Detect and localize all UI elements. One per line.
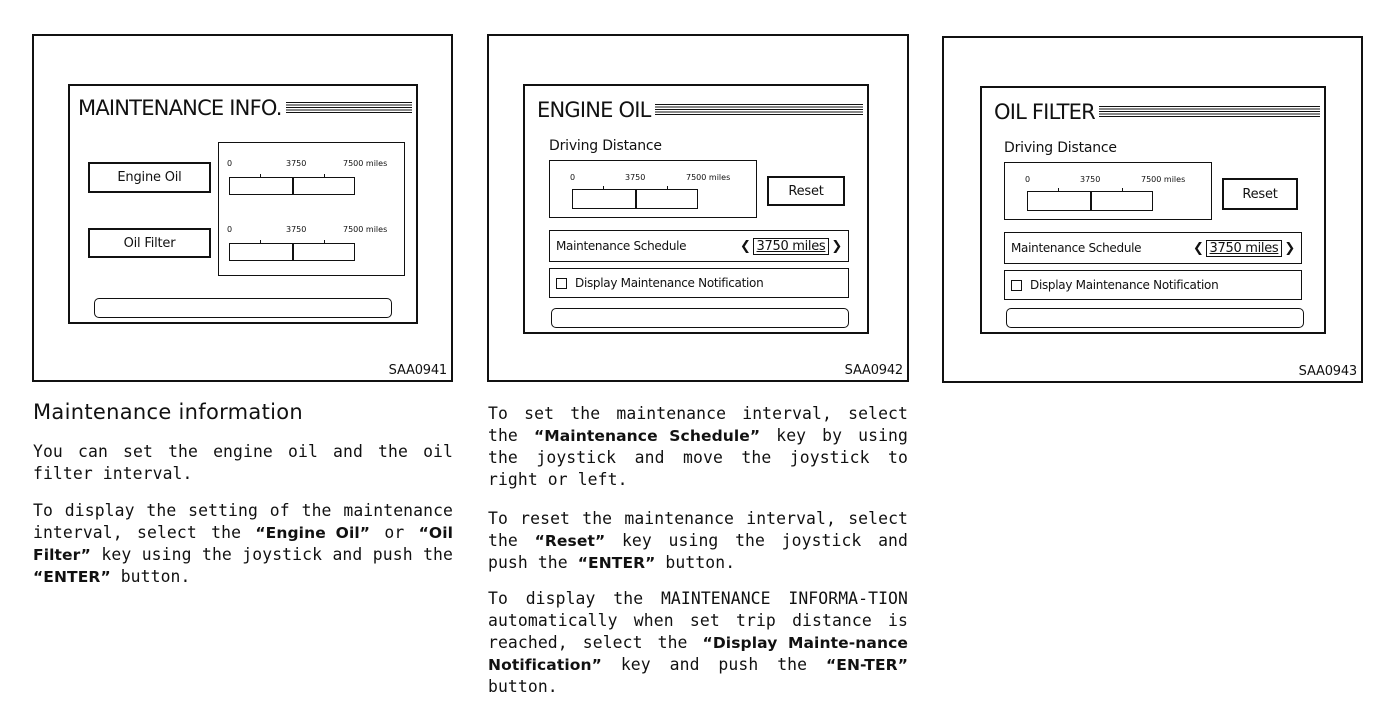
screen-title: OIL FILTER (994, 100, 1095, 124)
bar-tick (324, 174, 325, 178)
paragraph-reset-interval (488, 508, 908, 574)
text-run: key by using the joystick and move the joystick to right or left. (488, 426, 908, 489)
scale-end: 7500 miles (686, 173, 731, 182)
distance-panel (549, 160, 757, 218)
bold-engine-oil: “Engine Oil” (255, 524, 371, 542)
screen-maintenance-info (68, 84, 418, 324)
maintenance-schedule-label: Maintenance Schedule (556, 239, 687, 253)
chevron-left-icon[interactable]: ❮ (739, 238, 751, 254)
scale-start: 0 (227, 225, 233, 234)
text-run: key using the joystick and push the (90, 545, 453, 564)
scale-mid: 3750 (1080, 175, 1101, 184)
schedule-value: 3750 miles (1206, 240, 1283, 257)
display-notification-key[interactable] (1004, 270, 1302, 300)
figure-code: SAA0942 (844, 363, 903, 378)
oil-filter-key[interactable]: Oil Filter (88, 228, 211, 258)
scale-start: 0 (1025, 175, 1031, 184)
text-run: button. (655, 553, 736, 572)
paragraph-set-interval (488, 403, 908, 491)
scale-end: 7500 miles (343, 159, 388, 168)
screen-oil-filter (980, 86, 1326, 334)
display-notification-key[interactable] (549, 268, 849, 298)
checkbox-icon (556, 278, 567, 289)
figure-code: SAA0941 (388, 363, 447, 378)
schedule-value-selector (1193, 240, 1295, 257)
text-run: To reset the maintenance interval, select the (488, 509, 908, 550)
notification-label: Display Maintenance Notification (575, 276, 764, 290)
bold-maintenance-schedule: “Maintenance Schedule” (533, 427, 761, 445)
screen-title-row (994, 100, 1320, 124)
bold-oil-filter: “Oil Filter” (33, 524, 454, 564)
driving-distance-label: Driving Distance (549, 138, 662, 154)
screen-title-row (78, 96, 412, 120)
scale-start: 0 (227, 159, 233, 168)
reset-button[interactable]: Reset (767, 176, 845, 206)
engine-oil-key[interactable]: Engine Oil (88, 162, 211, 193)
bold-display-notification: “Display Mainte-nance Notification” (488, 634, 908, 674)
scale-end: 7500 miles (1141, 175, 1186, 184)
screen-title: MAINTENANCE INFO. (78, 96, 282, 120)
maintenance-schedule-label: Maintenance Schedule (1011, 241, 1142, 255)
oil-filter-distance-bar (229, 243, 355, 261)
chevron-left-icon[interactable]: ❮ (1192, 240, 1204, 256)
message-bar (551, 308, 849, 328)
notification-label: Display Maintenance Notification (1030, 278, 1219, 292)
schedule-value: 3750 miles (753, 238, 830, 255)
maintenance-schedule-key[interactable] (549, 230, 849, 262)
scale-start: 0 (570, 173, 576, 182)
engine-oil-distance-bar (229, 177, 355, 195)
paragraph-display-setting (33, 500, 453, 588)
text-run: To display the setting of the maintenance interval, select the (33, 501, 453, 542)
title-hatch-lines (655, 104, 863, 116)
screen-engine-oil (523, 84, 869, 334)
text-run: key using the joystick and push the (488, 531, 908, 572)
figure-code: SAA0943 (1298, 364, 1357, 379)
screen-title-row (537, 98, 863, 122)
title-hatch-lines (286, 102, 412, 114)
section-heading: Maintenance information (33, 400, 304, 424)
oil-filter-distance-bar (1027, 191, 1153, 211)
bar-tick (260, 240, 261, 244)
engine-oil-distance-bar (572, 189, 698, 209)
maintenance-schedule-key[interactable] (1004, 232, 1302, 264)
distance-panel (218, 142, 405, 276)
bar-tick (1058, 188, 1059, 192)
driving-distance-label: Driving Distance (1004, 140, 1117, 156)
schedule-value-selector (740, 238, 842, 255)
text-run: key and push the (601, 655, 826, 674)
text-run: button. (110, 567, 191, 586)
bold-enter: “ENTER” (577, 554, 656, 572)
checkbox-icon (1011, 280, 1022, 291)
title-hatch-lines (1099, 106, 1320, 118)
bar-midline (635, 189, 637, 209)
bar-tick (603, 186, 604, 190)
text-run: button. (488, 677, 558, 696)
bar-tick (324, 240, 325, 244)
screen-title: ENGINE OIL (537, 98, 651, 122)
bold-enter: “ENTER” (33, 568, 111, 586)
text-run: To set the maintenance interval, select the (488, 404, 908, 445)
scale-mid: 3750 (286, 159, 307, 168)
scale-mid: 3750 (286, 225, 307, 234)
text-run: or (370, 523, 419, 542)
text-run: To display the MAINTENANCE INFORMA-TION automatically when set trip distance is reached, select the (488, 589, 908, 652)
paragraph-auto-display (488, 588, 908, 698)
bold-enter: “EN-TER” (826, 656, 908, 674)
bar-midline (292, 243, 294, 261)
bar-tick (1122, 188, 1123, 192)
message-bar (1006, 308, 1304, 328)
bar-tick (260, 174, 261, 178)
message-bar (94, 298, 392, 318)
scale-end: 7500 miles (343, 225, 388, 234)
paragraph-intro: You can set the engine oil and the oil filter interval. (33, 442, 453, 483)
reset-button[interactable]: Reset (1222, 178, 1298, 210)
bold-reset: “Reset” (534, 532, 606, 550)
figure-maintenance-info (32, 34, 453, 382)
bar-midline (292, 177, 294, 195)
figure-oil-filter (942, 36, 1363, 383)
distance-panel (1004, 162, 1212, 220)
chevron-right-icon[interactable]: ❯ (831, 238, 842, 254)
chevron-right-icon[interactable]: ❯ (1284, 240, 1295, 256)
scale-mid: 3750 (625, 173, 646, 182)
bar-tick (667, 186, 668, 190)
bar-midline (1090, 191, 1092, 211)
figure-engine-oil (487, 34, 909, 382)
